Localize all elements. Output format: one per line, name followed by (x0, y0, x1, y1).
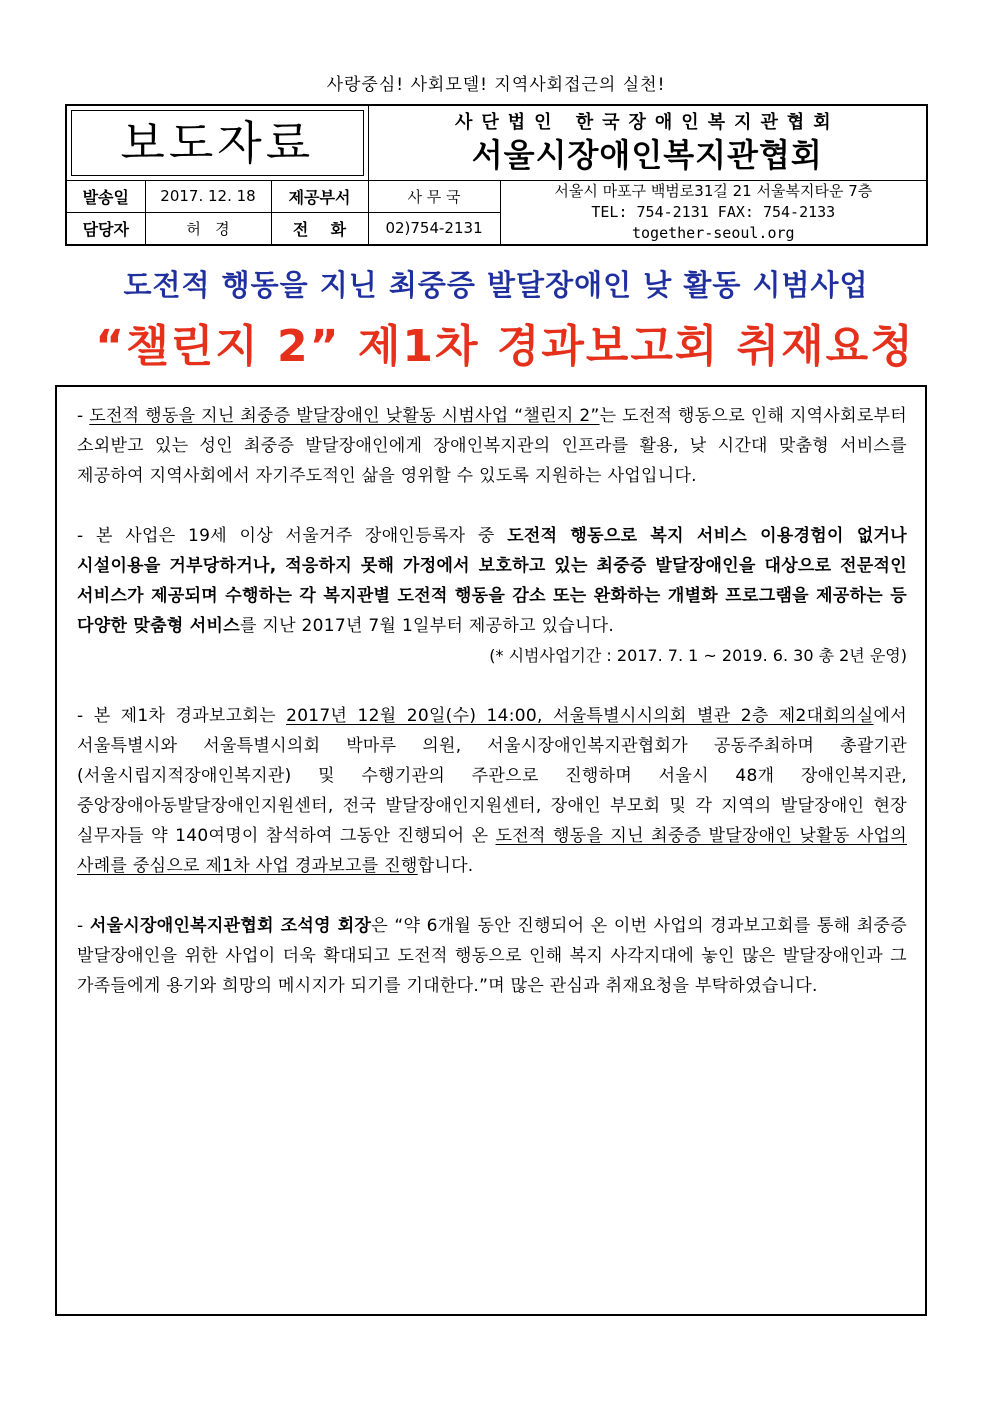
headline-line1: 도전적 행동을 지닌 최중증 발달장애인 낮 활동 시범사업 (123, 268, 869, 302)
p3-rest: 합니다. (417, 856, 474, 876)
paragraph-quote (77, 911, 907, 1001)
dept-label: 제공부서 (271, 181, 368, 213)
doc-type-title: 보도자료 (71, 110, 364, 176)
dept-value: 사 무 국 (368, 181, 500, 213)
org-name: 서울시장애인복지관협회 (471, 136, 823, 174)
period-note: (* 시범사업기간 : 2017. 7. 1 ~ 2019. 6. 30 총 2년 운영) (489, 646, 907, 665)
tel-fax-line: TEL: 754-2131 FAX: 754-2133 (591, 203, 836, 221)
website-line: together-seoul.org (632, 224, 795, 242)
content-box (55, 385, 927, 1316)
p3-underline-datetime: 2017년 12월 20일(수) 14:00, 서울특별시시의회 별관 2층 제2대회의실 (286, 706, 874, 726)
p4-rest: 은 “약 6개월 동안 진행되어 온 이번 사업의 경과보고회를 통해 최중증 발달장애인을 위한 사업이 더욱 확대되고 도전적 행동으로 인해 복지 사각지대에 놓인 많은 발달장애인과 그 가족들에게 용기와 희망의 메시지가 되기를 기대한다.”며 많은 관심과 취재요청을 부탁하였습니다. (77, 916, 907, 996)
p4-bold: 서울시장애인복지관협회 조석영 회장 (89, 916, 372, 936)
p2-bold: 도전적 행동으로 복지 서비스 이용경험이 없거나 시설이용을 거부당하거나, 적응하지 못해 가정에서 보호하고 있는 최중증 발달장애인을 대상으로 전문적인 서비스가 제공되며 수행하는 각 복지관별 도전적 행동을 감소 또는 완화하는 개별화 프로그램을 제공하는 등 다양한 맞춤형 서비스 (77, 526, 907, 636)
p1-prefix: - (77, 406, 90, 426)
send-date-value: 2017. 12. 18 (145, 181, 271, 213)
send-date-label: 발송일 (66, 181, 145, 213)
headline-line2: “챌린지 2” 제1차 경과보고회 취재요청 (95, 321, 915, 372)
p2-prefix: - 본 사업은 19세 이상 서울거주 장애인등록자 중 (77, 526, 508, 546)
org-cell (368, 105, 927, 181)
address-line: 서울시 마포구 백범로31길 21 서울복지타운 7층 (554, 182, 873, 200)
phone-label: 전 화 (271, 212, 368, 245)
p2-rest: 를 지난 2017년 7월 1일부터 제공하고 있습니다. (239, 616, 615, 636)
org-subtitle: 사단법인 한국장애인복지관협회 (454, 112, 840, 133)
p3-prefix: - 본 제1차 경과보고회는 (77, 706, 287, 726)
p1-underline: 도전적 행동을 지닌 최중증 발달장애인 낮활동 시범사업 “챌린지 2” (89, 406, 600, 426)
p3-underline-report: 도전적 행동을 지닌 최중증 발달장애인 낮활동 사업의 사례를 중심으로 제1차 사업 경과보고를 진행 (77, 826, 907, 876)
p3-mid: 에서 서울특별시와 서울특별시의회 박마루 의원, 서울시장애인복지관협회가 공동주최하며 총괄기관(서울시립지적장애인복지관) 및 수행기관의 주관으로 진행하며 서울시 48개 장애인복지관, 중앙장애아동발달장애인지원센터, 전국 발달장애인지원센터, 장애인 부모회 및 각 지역의 발달장애인 현장 실무자들 약 140여명이 참석하여 그동안 진행되어 온 (77, 706, 907, 846)
phone-value: 02)754-2131 (368, 212, 500, 245)
press-header-table (65, 104, 928, 246)
contact-value: 허 경 (145, 212, 271, 245)
contact-label: 담당자 (66, 212, 145, 245)
address-cell (500, 181, 927, 246)
slogan: 사랑중심! 사회모델! 지역사회접근의 실천! (326, 75, 666, 95)
p4-prefix: - (77, 916, 90, 936)
paragraph-event (77, 701, 907, 881)
doc-type-cell (66, 105, 368, 181)
p1-rest: 는 도전적 행동으로 인해 지역사회로부터 소외받고 있는 성인 최중증 발달장애인에게 장애인복지관의 인프라를 활용, 낮 시간대 맞춤형 서비스를 제공하여 지역사회에서 자기주도적인 삶을 영위할 수 있도록 지원하는 사업입니다. (77, 406, 907, 486)
paragraph-intro (77, 401, 907, 491)
paragraph-target (77, 521, 907, 641)
